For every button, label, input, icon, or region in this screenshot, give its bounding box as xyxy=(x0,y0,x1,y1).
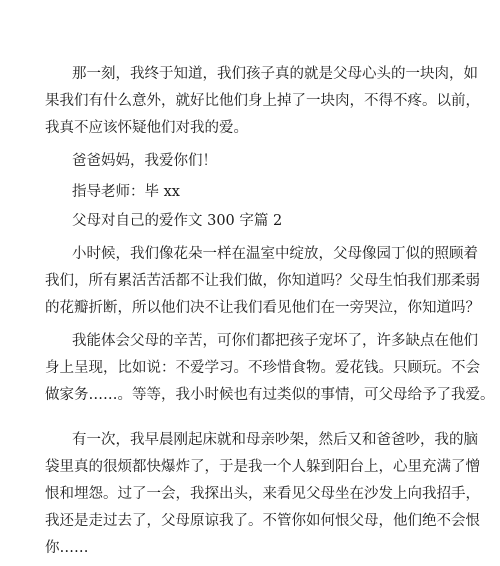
paragraph-4-line-5: 你…… xyxy=(45,540,89,556)
paragraph-1-line-2: 果我们有什么意外，就好比他们身上掉了一块肉，不得不疼。以前， xyxy=(45,93,480,109)
paragraph-4-line-4: 我还是走过去了，父母原谅我了。不管你如何恨父母，他们绝不会恨 xyxy=(45,513,480,529)
paragraph-4-line-2: 袋里真的很烦都快爆炸了，于是我一个人躲到阳台上，心里充满了憎 xyxy=(45,459,480,475)
teacher-line: 指导老师：毕 xx xyxy=(72,184,180,200)
paragraph-4-line-1: 有一次，我早晨刚起床就和母亲吵架，然后又和爸爸吵，我的脑 xyxy=(72,432,478,448)
paragraph-2-line-3: 的花瓣折断，所以他们决不让我们看见他们在一旁哭泣，你知道吗？ xyxy=(45,300,480,316)
exclamation-line: 爸爸妈妈，我爱你们！ xyxy=(72,153,217,169)
paragraph-2-line-2: 我们，所有累活苦活都不让我们做，你知道吗？父母生怕我们那柔弱 xyxy=(45,273,480,289)
paragraph-2-line-1: 小时候，我们像花朵一样在温室中绽放，父母像园丁似的照顾着 xyxy=(72,246,478,262)
paragraph-3-line-3: 做家务……。等等，我小时候也有过类似的事情，可父母给予了我爱。 xyxy=(45,387,495,403)
paragraph-3-line-2: 身上呈现，比如说：不爱学习。不珍惜食物。爱花钱。只顾玩。不会 xyxy=(45,360,480,376)
paragraph-4-line-3: 恨和埋怨。过了一会，我探出头，来看见父母坐在沙发上向我招手， xyxy=(45,486,480,502)
paragraph-1-line-1: 那一刻，我终于知道，我们孩子真的就是父母心头的一块肉，如 xyxy=(72,66,478,82)
paragraph-1-line-3: 我真不应该怀疑他们对我的爱。 xyxy=(45,120,248,136)
section-title: 父母对自己的爱作文 300 字篇 2 xyxy=(72,213,283,229)
paragraph-3-line-1: 我能体会父母的辛苦，可你们都把孩子宠坏了，许多缺点在他们 xyxy=(72,333,478,349)
